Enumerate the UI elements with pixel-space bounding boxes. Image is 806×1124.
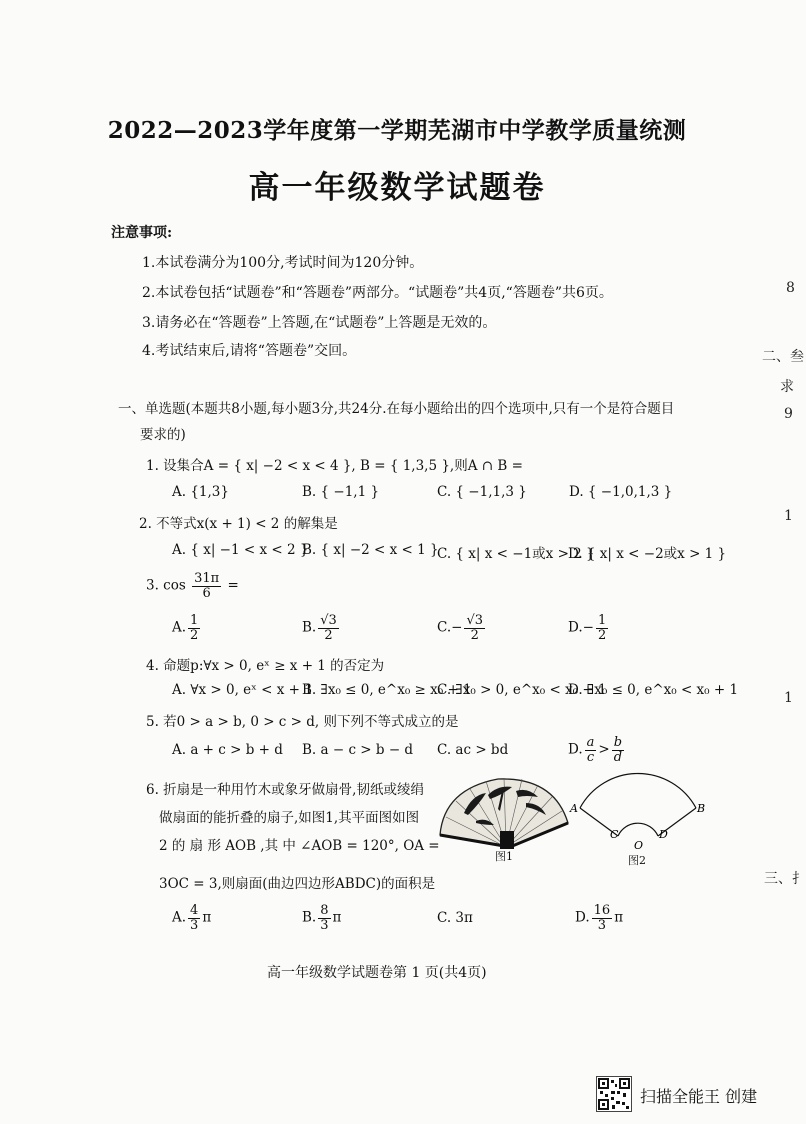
question-6-line: 6. 折扇是一种用竹木或象牙做扇骨,韧纸或绫绢 — [146, 782, 424, 798]
notice-heading: 注意事项: — [111, 225, 173, 241]
scanner-watermark: 扫描全能王 创建 — [640, 1087, 758, 1106]
question-4-option-c: C. ∃x₀ > 0, e^x₀ < x₀ + 1 — [437, 682, 607, 698]
question-3-fraction: $\frac{31\pi}{6}$ — [194, 571, 220, 601]
question-5-option-d: D. $\frac{a}{c}$ > $\frac{b}{d}$ — [568, 735, 623, 765]
notice-item: 1.本试卷满分为100分,考试时间为120分钟。 — [142, 255, 424, 271]
question-6-option-d: D. $\frac{16}{3}$ π — [575, 903, 624, 933]
question-2-option-a: A. { x| −1 < x < 2 } — [172, 542, 309, 558]
question-1-option-c: C. { −1,1,3 } — [437, 484, 527, 500]
question-4-option-a: A. ∀x > 0, eˣ < x + 1 — [172, 682, 313, 698]
label-o: O — [634, 839, 644, 852]
question-6-option-a: A. $\frac{4}{3}$ π — [172, 903, 212, 933]
question-3-option-d: D.− $\frac{1}{2}$ — [568, 613, 607, 643]
edge-fragment: 求 — [780, 379, 794, 395]
question-6-option-c: C. 3π — [437, 910, 473, 926]
edge-fragment: 1 — [784, 508, 793, 524]
question-2-stem: 2. 不等式x(x + 1) < 2 的解集是 — [139, 516, 338, 532]
question-2-option-d: D. { x| x < −2或x > 1 } — [568, 546, 727, 562]
question-4-option-b: B. ∃x₀ ≤ 0, e^x₀ ≥ x₀ + 1 — [302, 682, 472, 698]
section-heading-cont: 要求的) — [140, 427, 186, 443]
question-5-option-c: C. ac > bd — [437, 742, 509, 758]
question-1-stem: 1. 设集合A = { x| −2 < x < 4 }, B = { 1,3,5 },则A ∩ B = — [146, 458, 523, 474]
section-heading: 一、单选题(本题共8小题,每小题3分,共24分.在每小题给出的四个选项中,只有一个是符合题目 — [118, 401, 675, 417]
label-c: C — [610, 828, 619, 841]
question-6-line: 3OC = 3,则扇面(曲边四边形ABDC)的面积是 — [159, 876, 436, 892]
label-b: B — [697, 802, 706, 815]
qr-code — [596, 1076, 632, 1112]
question-4-option-d: D. ∃x₀ ≤ 0, e^x₀ < x₀ + 1 — [568, 682, 739, 698]
question-1-option-d: D. { −1,0,1,3 } — [569, 484, 673, 500]
exam-subtitle: 高一年级数学试题卷 — [248, 170, 546, 206]
question-6-option-b: B. $\frac{8}{3}$ π — [302, 903, 342, 933]
figure-2-caption: 图2 — [628, 854, 646, 867]
page-footer: 高一年级数学试题卷第 1 页(共4页) — [267, 965, 487, 981]
question-4-stem: 4. 命题p:∀x > 0, eˣ ≥ x + 1 的否定为 — [146, 658, 385, 674]
question-3-prefix: 3. cos — [146, 577, 186, 594]
edge-fragment: 二、叁 — [762, 349, 804, 365]
question-3-suffix: = — [227, 577, 239, 594]
question-3-option-c: C.− $\frac{√3}{2}$ — [437, 613, 484, 643]
question-6-line: 2 的 扇 形 AOB ,其 中 ∠AOB = 120°, OA = — [159, 838, 440, 854]
edge-fragment: 9 — [784, 406, 793, 422]
edge-fragment: 8 — [786, 280, 795, 296]
folding-fan-illustration — [436, 773, 572, 851]
question-2-option-b: B. { x| −2 < x < 1 } — [302, 542, 439, 558]
edge-fragment: 1 — [784, 690, 793, 706]
question-1-option-b: B. { −1,1 } — [302, 484, 380, 500]
question-5-stem: 5. 若0 > a > b, 0 > c > d, 则下列不等式成立的是 — [146, 714, 459, 730]
question-1-option-a: A. {1,3} — [172, 484, 229, 500]
notice-item: 4.考试结束后,请将“答题卷”交回。 — [142, 343, 357, 359]
edge-fragment: 三、扌 — [764, 871, 806, 887]
label-d: D — [659, 828, 668, 841]
label-a: A — [570, 802, 578, 815]
exam-title: 2022—2023学年度第一学期芜湖市中学教学质量统测 — [107, 117, 687, 144]
question-6-line: 做扇面的能折叠的扇子,如图1,其平面图如图 — [159, 810, 420, 826]
question-5-option-a: A. a + c > b + d — [172, 742, 283, 758]
sector-diagram — [566, 776, 710, 852]
question-3-option-a: A. $\frac{1}{2}$ — [172, 613, 199, 643]
question-5-option-b: B. a − c > b − d — [302, 742, 414, 758]
figure-1-caption: 图1 — [495, 850, 513, 863]
notice-item: 2.本试卷包括“试题卷”和“答题卷”两部分。“试题卷”共4页,“答题卷”共6页。 — [142, 285, 613, 301]
notice-item: 3.请务必在“答题卷”上答题,在“试题卷”上答题是无效的。 — [142, 315, 497, 331]
question-3-option-b: B. $\frac{√3}{2}$ — [302, 613, 337, 643]
question-3-stem — [146, 572, 239, 600]
question-2-option-c: C. { x| x < −1或x > 2 } — [437, 546, 595, 562]
